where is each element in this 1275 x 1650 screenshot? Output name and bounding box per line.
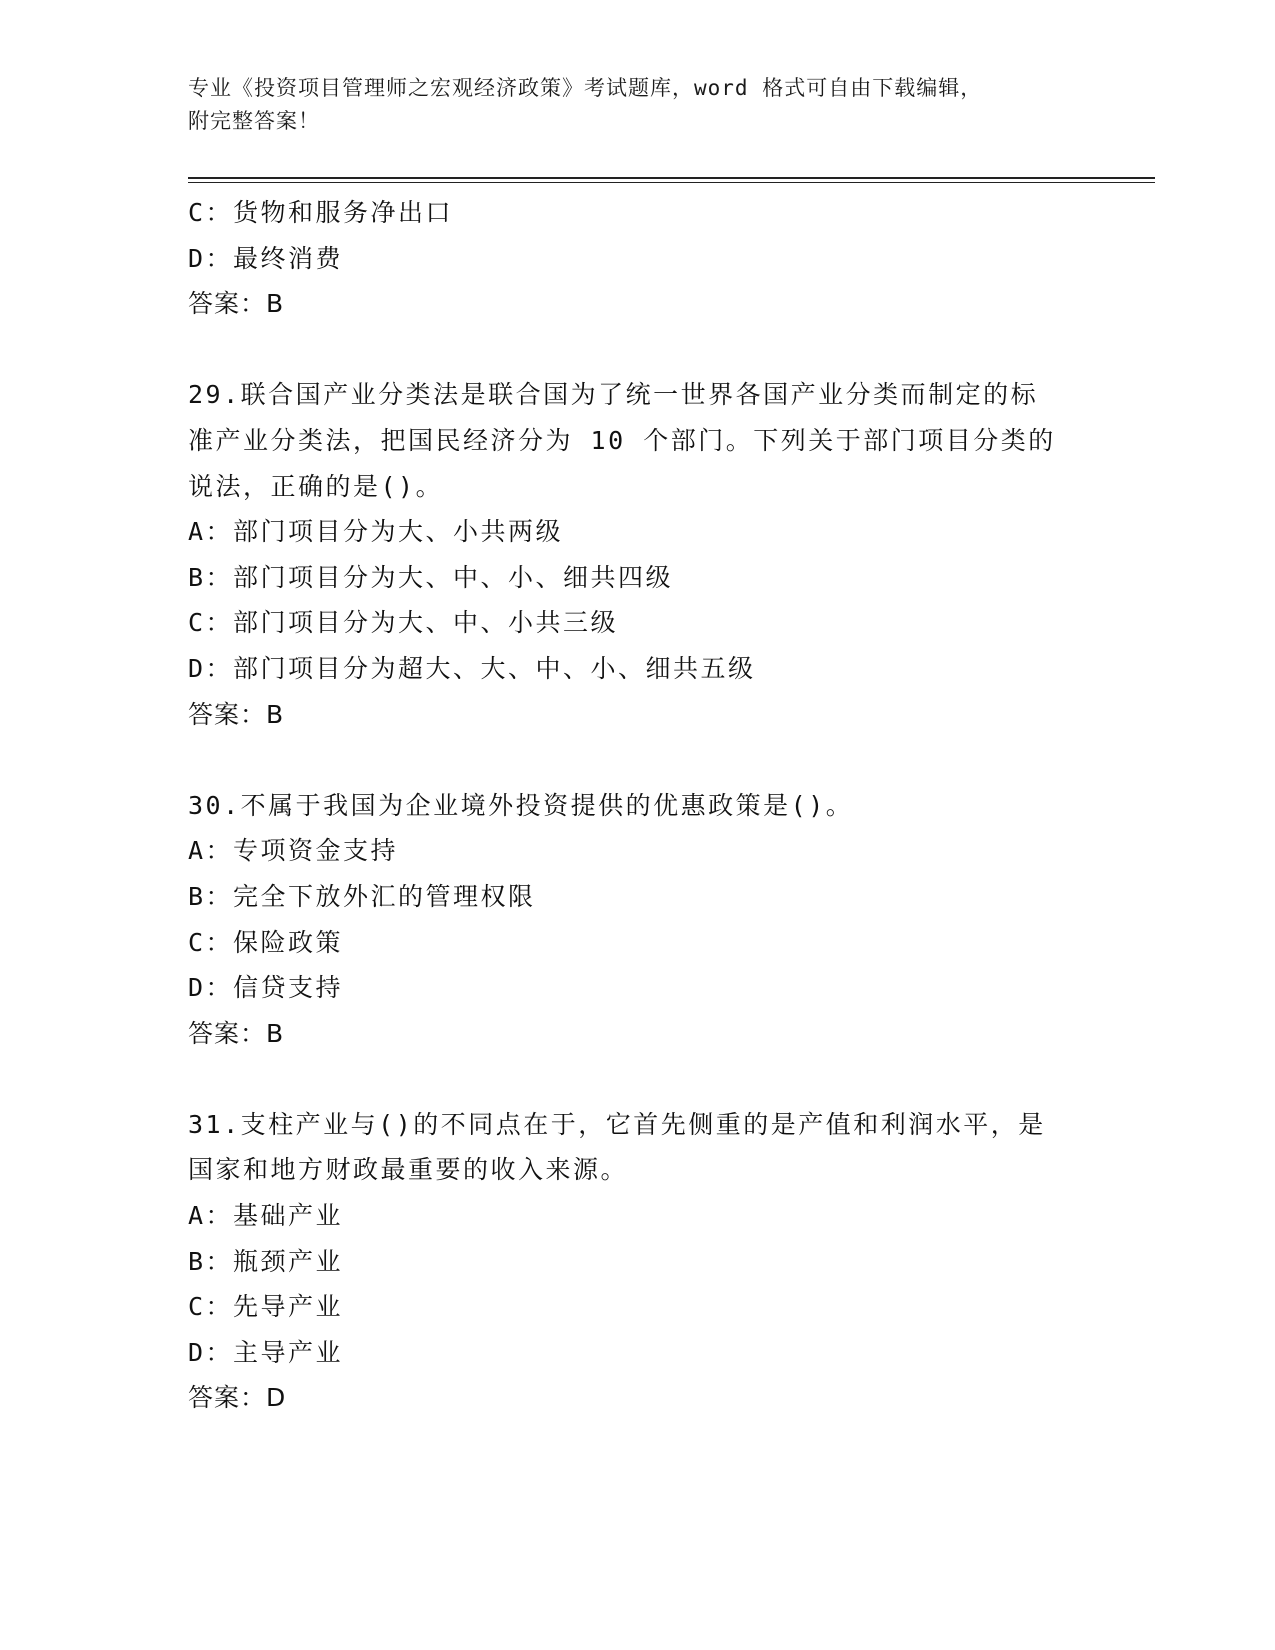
question-fragment (188, 190, 1088, 327)
question-stem-line: 31.支柱产业与()的不同点在于，它首先侧重的是产值和利润水平，是 (188, 1109, 1046, 1139)
question-list (188, 190, 1088, 1421)
question-stem-line: 30.不属于我国为企业境外投资提供的优惠政策是()。 (188, 790, 854, 820)
question-stem-line: 准产业分类法，把国民经济分为 10 个部门。下列关于部门项目分类的 (188, 425, 1056, 455)
option-c: C：保险政策 (188, 927, 344, 957)
option-c: C：货物和服务净出口 (188, 198, 454, 227)
option-d: D：最终消费 (188, 243, 344, 273)
spacer (188, 327, 1088, 373)
option-d: D：主导产业 (188, 1337, 344, 1367)
header-divider-thin (188, 182, 1155, 183)
option-b: B：部门项目分为大、中、小、细共四级 (188, 562, 674, 592)
header-divider-thick (188, 177, 1155, 179)
answer-text: 答案：B (188, 289, 285, 319)
header-line-2: 附完整答案！ (188, 109, 320, 133)
spacer (188, 1056, 1088, 1102)
option-c: C：部门项目分为大、中、小共三级 (188, 608, 619, 638)
document-header (188, 72, 1088, 138)
option-c: C：先导产业 (188, 1292, 344, 1322)
question-29 (188, 372, 1088, 737)
spacer (188, 737, 1088, 783)
question-stem-line: 说法，正确的是()。 (188, 471, 444, 501)
answer-text: 答案：B (188, 1018, 285, 1048)
question-stem-line: 国家和地方财政最重要的收入来源。 (188, 1155, 629, 1185)
answer-text: 答案：B (188, 699, 285, 729)
question-30 (188, 783, 1088, 1057)
header-line-1: 专业《投资项目管理师之宏观经济政策》考试题库，word 格式可自由下载编辑， (188, 76, 983, 100)
option-d: D：信贷支持 (188, 973, 344, 1003)
option-b: B：瓶颈产业 (188, 1246, 344, 1276)
option-a: A：专项资金支持 (188, 836, 399, 866)
option-b: B：完全下放外汇的管理权限 (188, 881, 536, 911)
question-stem-line: 29.联合国产业分类法是联合国为了统一世界各国产业分类而制定的标 (188, 380, 1039, 410)
answer-text: 答案：D (188, 1383, 287, 1413)
option-a: A：部门项目分为大、小共两级 (188, 517, 564, 547)
question-31 (188, 1102, 1088, 1421)
option-a: A：基础产业 (188, 1201, 344, 1231)
option-d: D：部门项目分为超大、大、中、小、细共五级 (188, 653, 756, 683)
